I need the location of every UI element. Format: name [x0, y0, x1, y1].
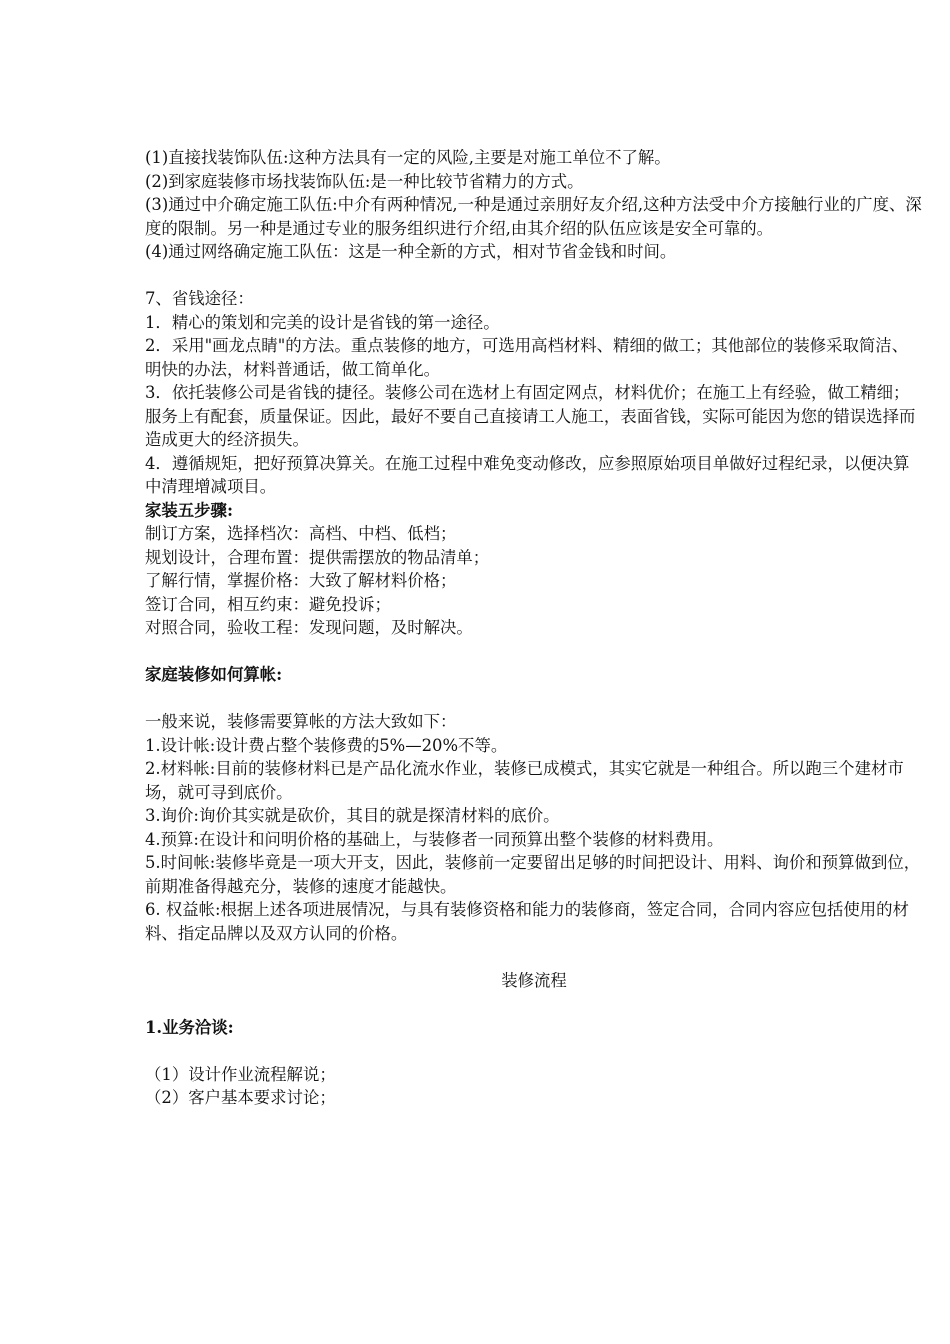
spacer	[145, 687, 923, 711]
document-page	[145, 146, 923, 1110]
spacer	[145, 945, 923, 969]
five-steps-item-1: 制订方案，选择档次：高档、中档、低档；	[145, 524, 457, 543]
accounting-item-2: 2.材料帐:目前的装修材料已是产品化流水作业，装修已成模式，其实它就是一种组合。所以跑三个建材市场，就可寻到底价。	[145, 759, 904, 802]
negotiation-item-1: （1）设计作业流程解说；	[145, 1064, 336, 1084]
accounting-item-3: 3.询价:询价其实就是砍价，其目的就是探清材料的底价。	[145, 806, 560, 825]
accounting-item-4: 4.预算:在设计和问明价格的基础上，与装修者一同预算出整个装修的材料费用。	[145, 829, 724, 849]
process-title: 装修流程	[501, 970, 567, 990]
business-negotiation-heading: 1.业务洽谈:	[145, 1017, 234, 1037]
method-4: (4)通过网络确定施工队伍：这是一种全新的方式，相对节省金钱和时间。	[145, 242, 677, 261]
method-3: (3)通过中介确定施工队伍:中介有两种情况,一种是通过亲朋好友介绍,这种方法受中介方接触行业的广度、深度的限制。另一种是通过专业的服务组织进行介绍,由其介绍的队伍应该是安全可靠的。	[145, 195, 922, 238]
accounting-heading: 家庭装修如何算帐:	[145, 665, 283, 684]
spacer	[145, 992, 923, 1016]
accounting-item-5: 5.时间帐:装修毕竟是一项大开支，因此，装修前一定要留出足够的时间把设计、用料、询价和预算做到位，前期准备得越充分，装修的速度才能越快。	[145, 853, 921, 896]
save-money-heading: 7、省钱途径：	[145, 289, 254, 308]
accounting-item-1: 1.设计帐:设计费占整个装修费的5%—20%不等。	[145, 735, 508, 755]
save-money-item-1: 1．精心的策划和完美的设计是省钱的第一途径。	[145, 312, 500, 332]
five-steps-item-3: 了解行情，掌握价格：大致了解材料价格；	[145, 571, 457, 590]
five-steps-item-2: 规划设计，合理布置：提供需摆放的物品清单；	[145, 547, 490, 567]
negotiation-item-2: （2）客户基本要求讨论；	[145, 1088, 336, 1107]
save-money-item-2: 2．采用"画龙点睛"的方法。重点装修的地方，可选用高档材料、精细的做工；其他部位的装修采取简洁、明快的办法，材料普通话，做工简单化。	[145, 336, 909, 379]
save-money-item-3: 3．依托装修公司是省钱的捷径。装修公司在选材上有固定网点，材料优价；在施工上有经验，做工精细；服务上有配套，质量保证。因此，最好不要自己直接请工人施工，表面省钱，实际可能因为您的错误选择而造成更大的经济损失。	[145, 383, 916, 449]
five-steps-heading: 家装五步骤:	[145, 500, 234, 520]
method-1: (1)直接找装饰队伍:这种方法具有一定的风险,主要是对施工单位不了解。	[145, 148, 671, 167]
save-money-item-4: 4．遵循规矩，把好预算决算关。在施工过程中难免变动修改，应参照原始项目单做好过程纪录，以便决算中清理增减项目。	[145, 453, 910, 496]
five-steps-item-4: 签订合同，相互约束：避免投诉；	[145, 594, 391, 614]
accounting-intro: 一般来说，装修需要算帐的方法大致如下：	[145, 712, 457, 731]
accounting-item-6: 6. 权益帐:根据上述各项进展情况，与具有装修资格和能力的装修商，签定合同，合同内容应包括使用的材料、指定品牌以及双方认同的价格。	[145, 900, 909, 943]
spacer	[145, 264, 923, 288]
method-2: (2)到家庭装修市场找装饰队伍:是一种比较节省精力的方式。	[145, 171, 584, 191]
spacer	[145, 1039, 923, 1063]
spacer	[145, 640, 923, 664]
five-steps-item-5: 对照合同，验收工程：发现问题，及时解决。	[145, 618, 473, 637]
